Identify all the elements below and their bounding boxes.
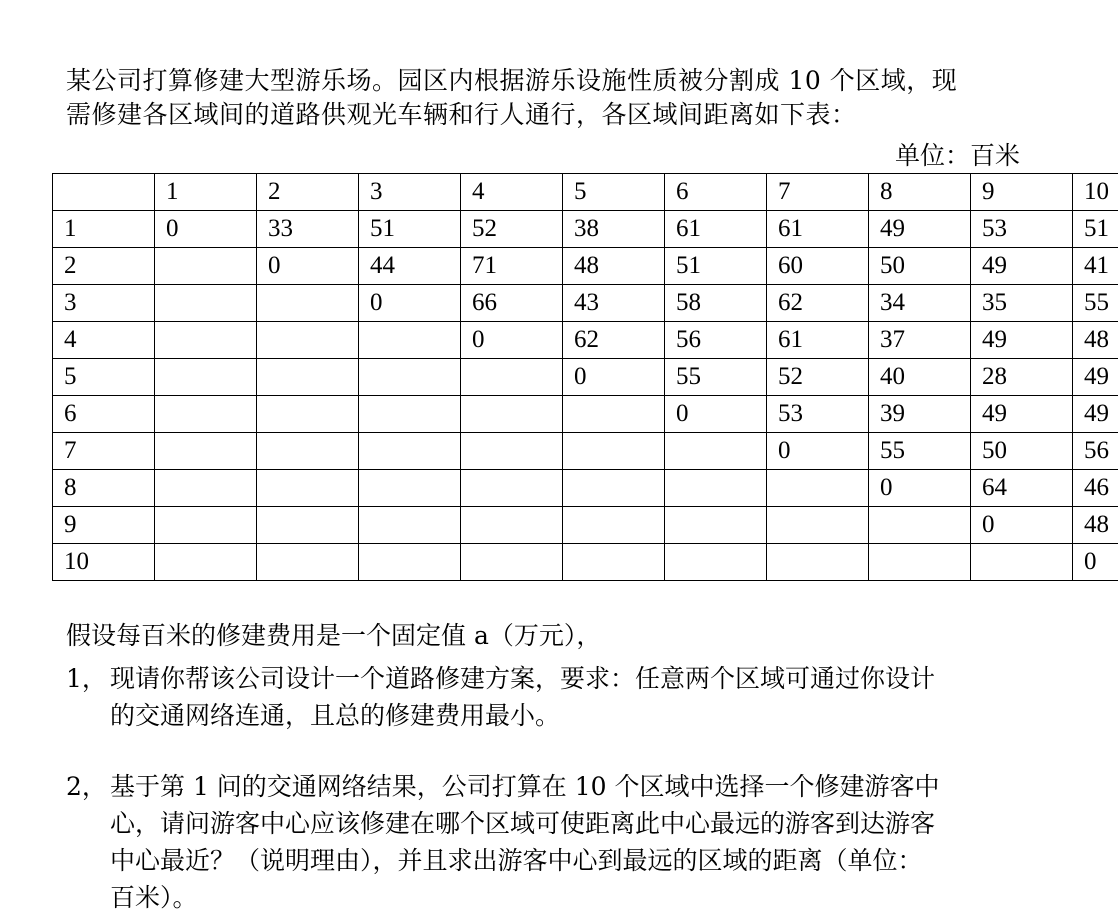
table-cell: 50 — [971, 433, 1073, 470]
table-cell: 9 — [971, 174, 1073, 211]
table-cell: 0 — [359, 285, 461, 322]
question-2-number: 2， — [66, 768, 107, 805]
row-header-cell: 10 — [53, 544, 155, 581]
table-cell — [869, 544, 971, 581]
table-cell: 48 — [1073, 322, 1118, 359]
table-cell: 55 — [665, 359, 767, 396]
table-cell: 55 — [1073, 285, 1118, 322]
table-cell — [155, 322, 257, 359]
table-cell — [359, 396, 461, 433]
table-cell: 61 — [767, 211, 869, 248]
table-cell: 49 — [971, 248, 1073, 285]
table-cell: 0 — [257, 248, 359, 285]
question-1-line-1: 现请你帮该公司设计一个道路修建方案，要求：任意两个区域可通过你设计 — [110, 660, 1046, 697]
table-cell: 62 — [767, 285, 869, 322]
table-cell — [461, 470, 563, 507]
table-cell: 0 — [461, 322, 563, 359]
table-cell — [155, 396, 257, 433]
table-cell: 49 — [971, 322, 1073, 359]
table-cell — [359, 322, 461, 359]
table-cell — [461, 433, 563, 470]
table-cell: 0 — [869, 470, 971, 507]
row-header-cell: 6 — [53, 396, 155, 433]
row-header-cell — [53, 174, 155, 211]
question-2 — [66, 768, 1046, 916]
table-row — [53, 322, 1118, 359]
table-cell: 48 — [563, 248, 665, 285]
table-row — [53, 433, 1118, 470]
table-row — [53, 396, 1118, 433]
table-cell: 49 — [869, 211, 971, 248]
table-cell: 10 — [1073, 174, 1118, 211]
table-cell — [155, 248, 257, 285]
distance-table — [52, 173, 1118, 581]
table-cell — [665, 544, 767, 581]
table-cell: 2 — [257, 174, 359, 211]
table-cell — [461, 396, 563, 433]
table-row — [53, 507, 1118, 544]
row-header-cell: 4 — [53, 322, 155, 359]
table-cell — [359, 544, 461, 581]
row-header-cell: 9 — [53, 507, 155, 544]
table-cell: 37 — [869, 322, 971, 359]
table-row — [53, 248, 1118, 285]
table-cell: 51 — [1073, 211, 1118, 248]
table-cell — [257, 470, 359, 507]
table-cell — [971, 544, 1073, 581]
question-1 — [66, 660, 1046, 734]
table-cell — [359, 359, 461, 396]
table-header-row — [53, 174, 1118, 211]
table-cell — [155, 470, 257, 507]
table-cell: 49 — [1073, 396, 1118, 433]
table-cell: 51 — [359, 211, 461, 248]
table-cell — [155, 285, 257, 322]
table-cell: 64 — [971, 470, 1073, 507]
table-cell: 3 — [359, 174, 461, 211]
table-row — [53, 470, 1118, 507]
table-cell — [563, 507, 665, 544]
question-1-line-2: 的交通网络连通，且总的修建费用最小。 — [110, 697, 1046, 734]
table-cell: 61 — [767, 322, 869, 359]
table-cell: 41 — [1073, 248, 1118, 285]
table-cell — [767, 507, 869, 544]
table-cell — [155, 544, 257, 581]
table-cell — [257, 544, 359, 581]
table-cell — [461, 359, 563, 396]
table-cell — [869, 507, 971, 544]
table-cell — [257, 396, 359, 433]
table-row — [53, 359, 1118, 396]
table-row — [53, 285, 1118, 322]
table-cell: 51 — [665, 248, 767, 285]
table-cell — [257, 359, 359, 396]
table-cell — [155, 433, 257, 470]
table-cell: 61 — [665, 211, 767, 248]
table-cell — [563, 470, 665, 507]
table-cell: 60 — [767, 248, 869, 285]
unit-label: 单位：百米 — [895, 139, 1020, 173]
table-cell — [563, 396, 665, 433]
table-cell: 53 — [767, 396, 869, 433]
table-cell — [665, 507, 767, 544]
table-cell — [257, 507, 359, 544]
table-cell: 38 — [563, 211, 665, 248]
table-cell: 55 — [869, 433, 971, 470]
question-2-line-2: 心，请问游客中心应该修建在哪个区域可使距离此中心最远的游客到达游客 — [110, 805, 1046, 842]
table-cell: 0 — [767, 433, 869, 470]
table-cell: 71 — [461, 248, 563, 285]
table-cell: 7 — [767, 174, 869, 211]
table-cell: 43 — [563, 285, 665, 322]
table-cell — [359, 433, 461, 470]
table-cell — [563, 433, 665, 470]
table-cell — [563, 544, 665, 581]
table-cell: 4 — [461, 174, 563, 211]
assumption-text: 假设每百米的修建费用是一个固定值 a（万元）， — [66, 618, 601, 654]
table-cell: 49 — [1073, 359, 1118, 396]
table-cell: 46 — [1073, 470, 1118, 507]
table-cell: 0 — [665, 396, 767, 433]
table-cell: 40 — [869, 359, 971, 396]
table-cell: 0 — [971, 507, 1073, 544]
table-cell — [665, 433, 767, 470]
question-1-number: 1， — [66, 660, 107, 697]
table-cell: 6 — [665, 174, 767, 211]
row-header-cell: 7 — [53, 433, 155, 470]
table-cell: 33 — [257, 211, 359, 248]
table-cell — [257, 322, 359, 359]
table-cell: 28 — [971, 359, 1073, 396]
table-cell: 58 — [665, 285, 767, 322]
table-cell: 44 — [359, 248, 461, 285]
table-row — [53, 211, 1118, 248]
table-cell: 8 — [869, 174, 971, 211]
question-2-line-1: 基于第 1 问的交通网络结果，公司打算在 10 个区域中选择一个修建游客中 — [110, 768, 1046, 805]
intro-line-1: 某公司打算修建大型游乐场。园区内根据游乐设施性质被分割成 10 个区域，现 — [66, 64, 1041, 98]
table-cell: 56 — [665, 322, 767, 359]
table-cell: 34 — [869, 285, 971, 322]
table-cell — [359, 507, 461, 544]
table-cell — [155, 507, 257, 544]
table-cell — [257, 433, 359, 470]
table-cell: 52 — [461, 211, 563, 248]
intro-line-2: 需修建各区域间的道路供观光车辆和行人通行，各区域间距离如下表： — [66, 98, 1041, 132]
table-cell: 66 — [461, 285, 563, 322]
row-header-cell: 2 — [53, 248, 155, 285]
table-cell: 49 — [971, 396, 1073, 433]
table-cell: 0 — [155, 211, 257, 248]
table-cell — [767, 544, 869, 581]
row-header-cell: 3 — [53, 285, 155, 322]
table-cell: 62 — [563, 322, 665, 359]
row-header-cell: 1 — [53, 211, 155, 248]
table-cell: 0 — [1073, 544, 1118, 581]
table-cell: 52 — [767, 359, 869, 396]
table-cell: 35 — [971, 285, 1073, 322]
problem-intro — [66, 64, 1041, 132]
table-row — [53, 544, 1118, 581]
table-cell: 56 — [1073, 433, 1118, 470]
table-cell — [461, 544, 563, 581]
table-cell: 48 — [1073, 507, 1118, 544]
table-cell: 1 — [155, 174, 257, 211]
table-cell: 53 — [971, 211, 1073, 248]
question-2-line-3: 中心最近？（说明理由），并且求出游客中心到最远的区域的距离（单位： — [110, 842, 1046, 879]
table-cell: 50 — [869, 248, 971, 285]
table-cell: 39 — [869, 396, 971, 433]
table-cell — [359, 470, 461, 507]
table-cell — [665, 470, 767, 507]
table-cell — [257, 285, 359, 322]
table-cell — [767, 470, 869, 507]
row-header-cell: 5 — [53, 359, 155, 396]
table-cell: 0 — [563, 359, 665, 396]
table-cell — [461, 507, 563, 544]
row-header-cell: 8 — [53, 470, 155, 507]
table-cell: 5 — [563, 174, 665, 211]
question-2-line-4: 百米）。 — [110, 879, 1046, 916]
table-cell — [155, 359, 257, 396]
